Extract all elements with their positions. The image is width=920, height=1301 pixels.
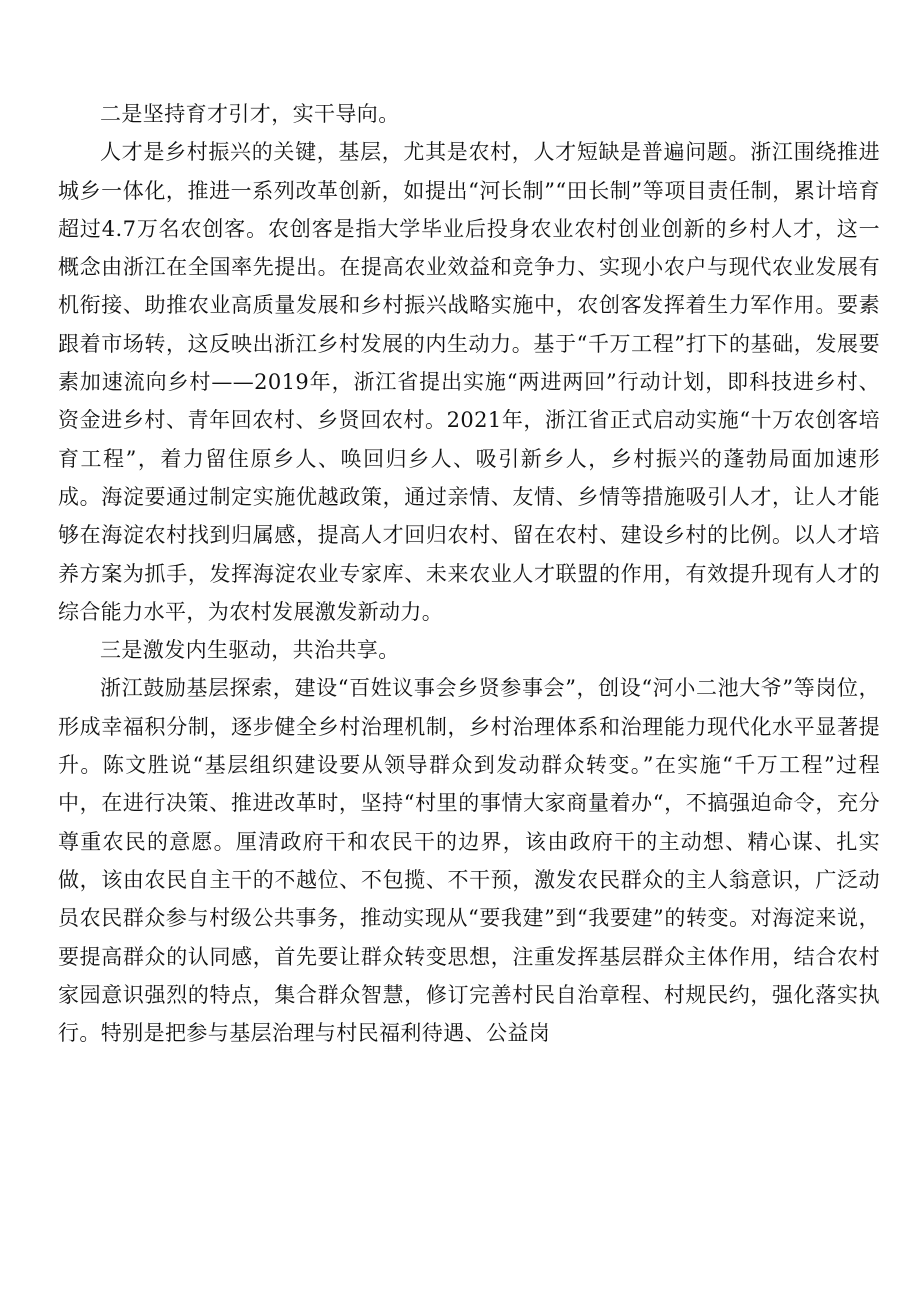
paragraph-governance: 浙江鼓励基层探索，建设“百姓议事会乡贤参事会”，创设“河小二池大爷”等岗位，形成幸福积分制，逐步健全乡村治理机制，乡村治理体系和治理能力现代化水平显著提升。陈文胜说“基层组织建设要从领导群众到发动群众转变。”在实施“千万工程”过程中，在进行决策、推进改革时，坚持“村里的事情大家商量着办“，不搞强迫命令，充分尊重农民的意愿。厘清政府干和农民干的边界，该由政府干的主动想、精心谋、扎实做，该由农民自主干的不越位、不包揽、不干预，激发农民群众的主人翁意识，广泛动员农民群众参与村级公共事务，推动实现从“要我建”到“我要建”的转变。对海淀来说，要提高群众的认同感，首先要让群众转变思想，注重发挥基层群众主体作用，结合农村家园意识强烈的特点，集合群众智慧，修订完善村民自治章程、村规民约，强化落实执行。特别是把参与基层治理与村民福利待遇、公益岗 [58,676,880,1046]
document-body [58,95,880,1052]
section-heading-talent: 二是坚持育才引才，实干导向。 [100,102,400,126]
paragraph-talent: 人才是乡村振兴的关键，基层，尤其是农村，人才短缺是普遍问题。浙江围绕推进城乡一体化，推进一系列改革创新，如提出“河长制”“田长制”等项目责任制，累计培育超过4.7万名农创客。农创客是指大学毕业后投身农业农村创业创新的乡村人才，这一概念由浙江在全国率先提出。在提高农业效益和竞争力、实现小农户与现代农业发展有机衔接、助推农业高质量发展和乡村振兴战略实施中，农创客发挥着生力军作用。要素跟着市场转，这反映出浙江乡村发展的内生动力。基于“千万工程”打下的基础，发展要素加速流向乡村——2019年，浙江省提出实施“两进两回”行动计划，即科技进乡村、资金进乡村、青年回农村、乡贤回农村。2021年，浙江省正式启动实施“十万农创客培育工程”，着力留住原乡人、唤回归乡人、吸引新乡人，乡村振兴的蓬勃局面加速形成。海淀要通过制定实施优越政策，通过亲情、友情、乡情等措施吸引人才，让人才能够在海淀农村找到归属感，提高人才回归农村、留在农村、建设乡村的比例。以人才培养方案为抓手，发挥海淀农业专家库、未来农业人才联盟的作用，有效提升现有人才的综合能力水平，为农村发展激发新动力。 [58,140,880,624]
section-heading-governance: 三是激发内生驱动，共治共享。 [100,638,400,663]
